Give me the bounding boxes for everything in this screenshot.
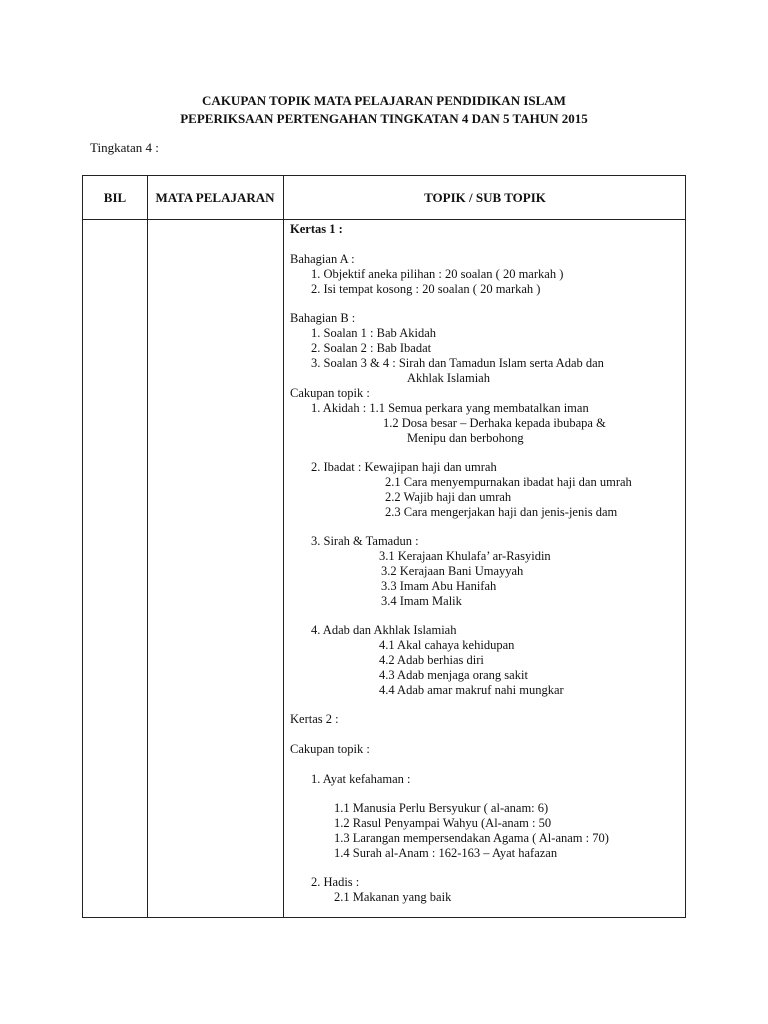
section-label: Cakupan topik : — [290, 386, 370, 400]
column-divider — [283, 176, 284, 917]
header-divider — [83, 219, 685, 220]
kertas-1-heading: Kertas 1 : — [290, 222, 343, 236]
sub-item: 2.1 Cara menyempurnakan ibadat haji dan umrah — [385, 475, 632, 489]
document-title: CAKUPAN TOPIK MATA PELAJARAN PENDIDIKAN ISLAM — [202, 93, 566, 108]
sub-item: 1.2 Rasul Penyampai Wahyu (Al-anam : 50 — [334, 816, 552, 830]
sub-item: 2.2 Wajib haji dan umrah — [385, 490, 512, 504]
list-item: 1. Akidah : 1.1 Semua perkara yang membatalkan iman — [311, 401, 589, 415]
list-item: 2. Soalan 2 : Bab Ibadat — [311, 341, 432, 355]
column-divider — [147, 176, 148, 917]
list-item: 2. Ibadat : Kewajipan haji dan umrah — [311, 460, 497, 474]
list-item: 3. Soalan 3 & 4 : Sirah dan Tamadun Islam serta Adab dan — [311, 356, 604, 370]
list-item-continuation: Akhlak Islamiah — [407, 371, 490, 385]
sub-item: 3.4 Imam Malik — [381, 594, 462, 608]
list-item: 1. Soalan 1 : Bab Akidah — [311, 326, 436, 340]
sub-item: 1.4 Surah al-Anam : 162-163 – Ayat hafazan — [334, 846, 558, 860]
sub-item: 2.3 Cara mengerjakan haji dan jenis-jenis dam — [385, 505, 618, 519]
sub-item: 3.3 Imam Abu Hanifah — [381, 579, 497, 593]
topic-table — [82, 175, 686, 918]
section-label: Bahagian A : — [290, 252, 355, 266]
list-item: 1. Objektif aneka pilihan : 20 soalan ( 20 markah ) — [311, 267, 564, 281]
sub-item: 4.4 Adab amar makruf nahi mungkar — [379, 683, 564, 697]
sub-item-continuation: Menipu dan berbohong — [407, 431, 524, 445]
kertas-2-heading: Kertas 2 : — [290, 712, 339, 726]
document-subtitle: PEPERIKSAAN PERTENGAHAN TINGKATAN 4 DAN 5 TAHUN 2015 — [180, 111, 588, 126]
sub-item: 3.2 Kerajaan Bani Umayyah — [381, 564, 524, 578]
section-label: Bahagian B : — [290, 311, 356, 325]
sub-item: 1.2 Dosa besar – Derhaka kepada ibubapa & — [383, 416, 606, 430]
column-header-bil: BIL — [103, 190, 127, 205]
sub-item: 4.1 Akal cahaya kehidupan — [379, 638, 515, 652]
list-item: 2. Isi tempat kosong : 20 soalan ( 20 markah ) — [311, 282, 541, 296]
list-item: 1. Ayat kefahaman : — [311, 772, 411, 786]
sub-item: 1.3 Larangan mempersendakan Agama ( Al-anam : 70) — [334, 831, 609, 845]
list-item: 3. Sirah & Tamadun : — [311, 534, 419, 548]
sub-item: 4.2 Adab berhias diri — [379, 653, 484, 667]
list-item: 4. Adab dan Akhlak Islamiah — [311, 623, 457, 637]
sub-item: 1.1 Manusia Perlu Bersyukur ( al-anam: 6) — [334, 801, 549, 815]
sub-item: 4.3 Adab menjaga orang sakit — [379, 668, 528, 682]
column-header-topik: TOPIK / SUB TOPIK — [424, 190, 546, 205]
sub-item: 2.1 Makanan yang baik — [334, 890, 452, 904]
column-header-mata-pelajaran: MATA PELAJARAN — [155, 190, 275, 205]
list-item: 2. Hadis : — [311, 875, 360, 889]
level-label: Tingkatan 4 : — [90, 140, 159, 155]
sub-item: 3.1 Kerajaan Khulafa’ ar-Rasyidin — [379, 549, 551, 563]
section-label: Cakupan topik : — [290, 742, 370, 756]
